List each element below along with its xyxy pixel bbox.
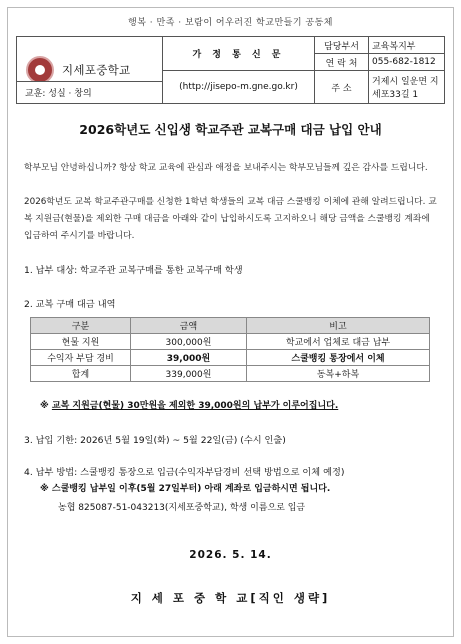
cost-table (30, 317, 430, 382)
school-emblem-icon (26, 56, 54, 84)
greeting-paragraph: 학부모님 안녕하십니까? 항상 학교 교육에 관심과 애정을 보내주시는 학부모님들께 깊은 감사를 드립니다. (24, 163, 428, 173)
table-cell: 학교에서 업체로 대금 납부 (247, 334, 430, 350)
section-deadline: 3. 납입 기한: 2026년 5월 19일(화) ~ 5월 22일(금) (수시 인출) (24, 435, 286, 446)
table-cell: 합계 (31, 366, 131, 382)
table-cell: 현물 지원 (31, 334, 131, 350)
bank-account-info: 농협 825087-51-043213(지세포중학교), 학생 이름으로 입금 (58, 503, 306, 513)
section-payment-method: 4. 납부 방법: 스쿨뱅킹 통장으로 입금(수익자부담경비 선택 방법으로 이체 예정) (24, 467, 345, 478)
issue-date: 2026. 5. 14. (189, 549, 272, 561)
table-cell: 339,000원 (131, 366, 247, 382)
contact-label: 연 락 처 (315, 54, 369, 71)
school-url[interactable]: (http://jisepo-m.gne.go.kr) (163, 71, 315, 104)
school-signature: 지 세 포 중 학 교[직인 생략] (130, 591, 331, 605)
table-cell: 동복+하복 (247, 366, 430, 382)
address-label: 주 소 (315, 71, 369, 104)
dept-value: 교육복지부 (369, 37, 445, 54)
table-cell: 39,000원 (131, 350, 247, 366)
table-row (31, 334, 430, 350)
document-title: 가 정 통 신 문 (163, 37, 315, 71)
table-header: 비고 (247, 318, 430, 334)
section-cost-details: 2. 교복 구매 대금 내역 (24, 299, 116, 310)
contact-value: 055-682-1812 (369, 54, 445, 71)
notice-title: 2026학년도 신입생 학교주관 교복구매 대금 납입 안내 (79, 122, 382, 137)
section-target: 1. 납부 대상: 학교주관 교복구매를 통한 교복구매 학생 (24, 265, 243, 276)
dept-label: 담당부서 (315, 37, 369, 54)
table-header: 금액 (131, 318, 247, 334)
school-motto: 교훈: 성실 · 창의 (16, 81, 163, 104)
late-payment-note: ※ 스쿨뱅킹 납부일 이후(5월 27일부터) 아래 계좌로 입금하시면 됩니다. (40, 484, 331, 494)
table-cell: 수익자 부담 경비 (31, 350, 131, 366)
payment-note: ※ 교복 지원금(현물) 30만원을 제외한 39,000원의 납부가 이루어집니다. (40, 401, 339, 411)
school-name: 지세포중학교 (62, 63, 131, 77)
table-row (31, 350, 430, 366)
table-cell: 스쿨뱅킹 통장에서 이체 (247, 350, 430, 366)
table-cell: 300,000원 (131, 334, 247, 350)
address-value: 거제시 일운면 지세포33길 1 (369, 71, 445, 104)
table-header: 구분 (31, 318, 131, 334)
school-slogan: 행복 · 만족 · 보람이 어우러진 학교만들기 공동체 (128, 18, 333, 28)
intro-paragraph: 2026학년도 교복 학교주관구매를 신청한 1학년 학생들의 교복 대금 스쿨뱅킹 이체에 관해 알려드립니다. 교복 지원금(현물)을 제외한 구매 대금을 아래와 같이 납입하시도록 고지하오니 해당 금액을 스쿨뱅킹 계좌에 입금하여 주시기를 바랍니다. (24, 197, 437, 241)
table-row (31, 366, 430, 382)
